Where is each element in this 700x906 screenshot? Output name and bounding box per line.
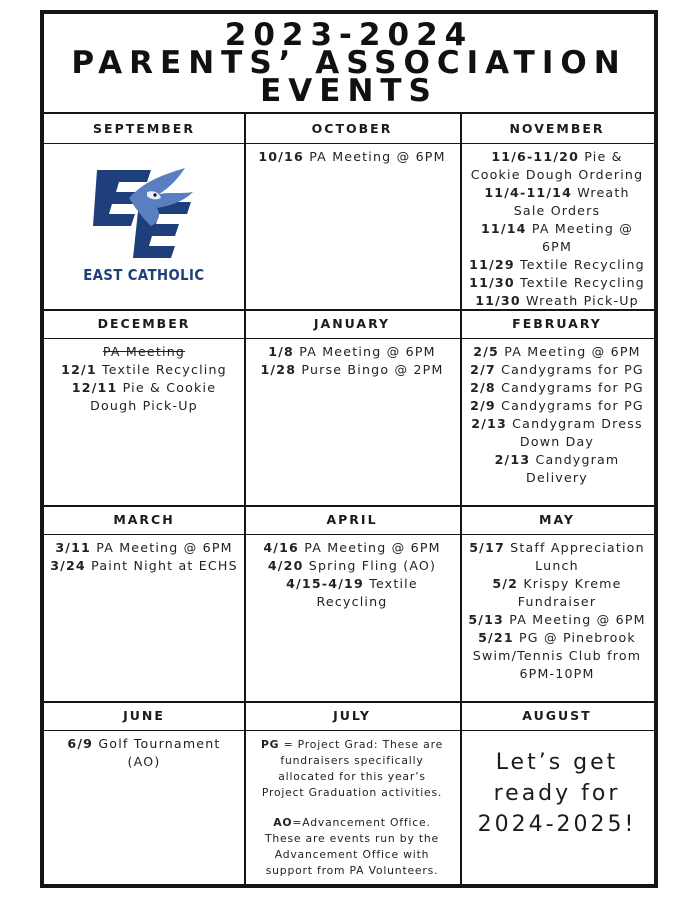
event-date: 10/16 — [258, 149, 304, 164]
event-date: 6/9 — [67, 736, 94, 751]
event-date: 11/30 — [475, 293, 521, 308]
legend-abbr-pg: PG — [260, 738, 280, 751]
event-label: PA Meeting @ 6PM — [303, 149, 446, 164]
eagle-logo-icon — [89, 162, 199, 262]
title-events: EVENTS — [260, 73, 438, 109]
school-name: EAST CATHOLIC — [83, 266, 205, 284]
event-date: 11/14 — [480, 221, 527, 236]
event-date: 4/15-4/19 — [286, 576, 364, 591]
event-label: PA Meeting @ 6PM — [294, 344, 436, 359]
title-association: PARENTS’ ASSOCIATION — [71, 45, 627, 81]
event-label: PG @ Pinebrook Swim/Tennis Club from 6PM-10PM — [472, 630, 642, 681]
month-events-june — [50, 731, 238, 886]
event-date: 11/6-11/20 — [491, 149, 580, 164]
legend-ao — [256, 815, 448, 879]
event-label: Candygrams for PG — [495, 398, 644, 413]
event-item — [466, 575, 648, 611]
event-item — [466, 539, 648, 575]
month-events-may — [466, 535, 648, 701]
month-events-september — [50, 144, 238, 309]
month-events-february — [466, 339, 648, 505]
event-label: Candygram Delivery — [526, 452, 620, 485]
event-item — [466, 184, 648, 220]
month-events-november — [466, 144, 648, 309]
event-label: Spring Fling (AO) — [303, 558, 437, 573]
event-label: Textile Recycling — [514, 275, 645, 290]
event-date: 3/24 — [50, 558, 86, 573]
event-item — [466, 451, 648, 487]
event-item — [466, 148, 648, 184]
event-label: Wreath Sale Orders — [513, 185, 630, 218]
event-item — [466, 397, 648, 415]
event-item — [466, 220, 648, 256]
event-label: PA Meeting @ 6PM — [91, 540, 233, 555]
month-header-april: APRIL — [244, 505, 460, 535]
event-item — [50, 361, 238, 379]
event-item — [466, 292, 648, 310]
event-item — [50, 735, 238, 771]
event-label: Candygram Dress Down Day — [506, 416, 643, 449]
legend-abbr-ao: AO — [273, 816, 293, 829]
title-year: 2023-2024 — [224, 17, 474, 53]
row-divider — [44, 505, 654, 507]
month-events-august — [466, 731, 648, 886]
event-date: 2/7 — [470, 362, 496, 377]
month-header-november: NOVEMBER — [460, 114, 654, 144]
month-header-september: SEPTEMBER — [44, 114, 244, 144]
month-events-march — [50, 535, 238, 701]
event-item — [466, 343, 648, 361]
event-item — [50, 539, 238, 557]
cancelled-event-label: PA Meeting — [102, 344, 186, 359]
row-divider — [44, 309, 654, 311]
school-logo — [50, 144, 238, 284]
event-label: Paint Night at ECHS — [85, 558, 238, 573]
event-label: Textile Recycling — [316, 576, 418, 609]
event-label: PA Meeting @ 6PM — [499, 344, 641, 359]
event-label: Pie & Cookie Dough Ordering — [470, 149, 644, 182]
row-divider — [44, 701, 654, 703]
month-header-may: MAY — [460, 505, 654, 535]
event-label: Golf Tournament (AO) — [93, 736, 221, 769]
event-item — [250, 148, 454, 166]
event-item — [466, 629, 648, 683]
events-grid — [44, 112, 654, 884]
event-label: Krispy Kreme Fundraiser — [517, 576, 622, 609]
event-label: Wreath Pick-Up — [520, 293, 639, 308]
column-divider — [244, 114, 246, 886]
event-date: 3/11 — [55, 540, 92, 555]
event-label: Textile Recycling — [96, 362, 227, 377]
legend-pg — [256, 737, 448, 801]
month-header-june: JUNE — [44, 701, 244, 731]
month-events-october — [250, 144, 454, 309]
event-item — [250, 575, 454, 611]
event-item — [466, 379, 648, 397]
event-date: 11/29 — [469, 257, 515, 272]
month-header-january: JANUARY — [244, 309, 460, 339]
legend-text-ao: =Advancement Office. These are events run by the Advancement Office with support from PA Volunteers. — [264, 816, 440, 877]
event-item — [250, 343, 454, 361]
month-header-october: OCTOBER — [244, 114, 460, 144]
event-date: 2/13 — [471, 416, 507, 431]
event-item — [466, 274, 648, 292]
event-date: 12/11 — [71, 380, 118, 395]
event-date: 4/20 — [267, 558, 304, 573]
event-date: 2/9 — [470, 398, 496, 413]
event-label: PA Meeting @ 6PM — [504, 612, 646, 627]
event-date: 1/8 — [268, 344, 295, 359]
event-label: PA Meeting @ 6PM — [299, 540, 441, 555]
event-item — [250, 361, 454, 379]
month-header-december: DECEMBER — [44, 309, 244, 339]
event-date: 5/17 — [469, 540, 505, 555]
legend-text-pg: = Project Grad: These are fundraisers specifically allocated for this year’s Project Graduation activities. — [261, 738, 444, 799]
event-date: 5/2 — [492, 576, 519, 591]
event-label: Staff Appreciation Lunch — [504, 540, 645, 573]
column-divider — [460, 114, 462, 886]
event-date: 2/8 — [470, 380, 496, 395]
event-date: 12/1 — [61, 362, 97, 377]
event-item — [50, 379, 238, 415]
month-events-july — [250, 731, 454, 886]
event-label: Candygrams for PG — [495, 380, 644, 395]
month-header-february: FEBRUARY — [460, 309, 654, 339]
page-title — [44, 14, 654, 112]
event-date: 5/13 — [468, 612, 505, 627]
event-date: 5/21 — [478, 630, 514, 645]
event-label: Candygrams for PG — [495, 362, 644, 377]
event-date: 11/30 — [469, 275, 515, 290]
month-events-april — [250, 535, 454, 701]
event-label: Pie & Cookie Dough Pick-Up — [90, 380, 217, 413]
event-item — [50, 557, 238, 575]
month-header-july: JULY — [244, 701, 460, 731]
closing-message: Let’s get ready for 2024-2025! — [477, 750, 637, 837]
event-item — [466, 611, 648, 629]
event-item — [466, 256, 648, 274]
event-date: 2/5 — [473, 344, 500, 359]
month-events-december — [50, 339, 238, 505]
event-label: PA Meeting @ 6PM — [526, 221, 634, 254]
event-item — [250, 557, 454, 575]
month-header-march: MARCH — [44, 505, 244, 535]
event-item — [466, 415, 648, 451]
month-events-january — [250, 339, 454, 505]
event-item — [250, 539, 454, 557]
event-date: 2/13 — [494, 452, 531, 467]
event-item — [466, 361, 648, 379]
event-label: Purse Bingo @ 2PM — [296, 362, 444, 377]
month-header-august: AUGUST — [460, 701, 654, 731]
event-item — [50, 343, 238, 361]
event-label: Textile Recycling — [514, 257, 645, 272]
event-date: 1/28 — [260, 362, 297, 377]
event-date: 11/4-11/14 — [484, 185, 573, 200]
calendar-frame — [40, 10, 658, 888]
event-date: 4/16 — [263, 540, 300, 555]
